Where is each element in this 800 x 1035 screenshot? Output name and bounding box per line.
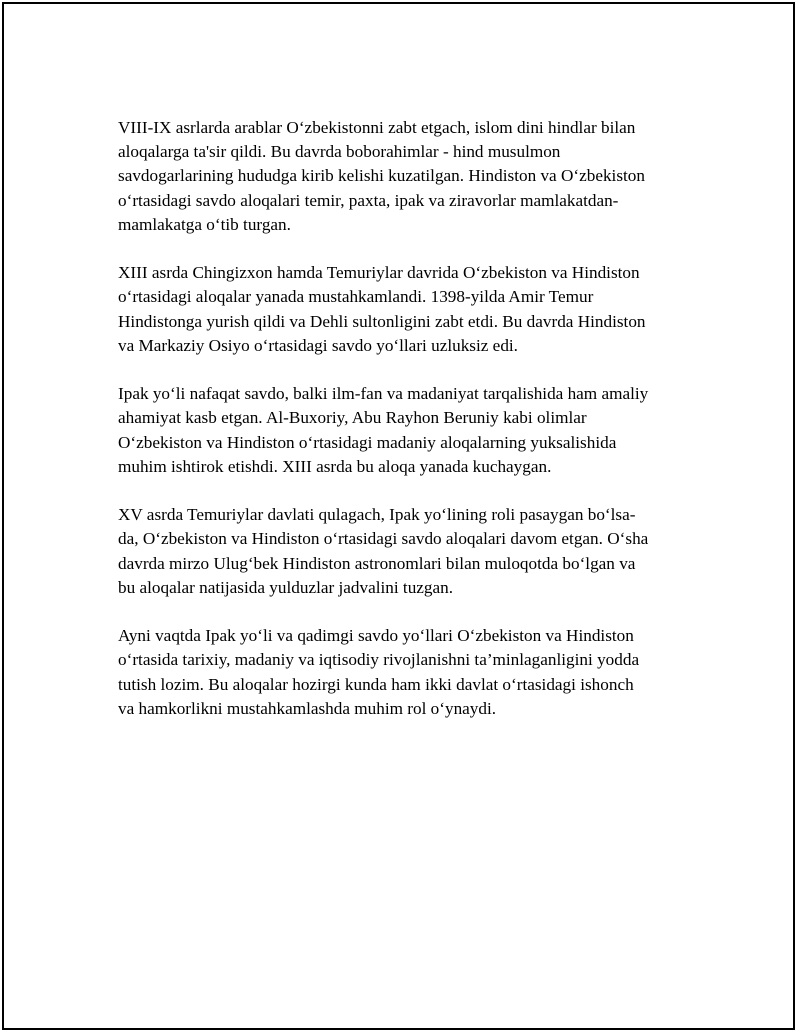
paragraph-5: [118, 624, 698, 721]
paragraph-line: va Markaziy Osiyo o‘rtasidagi savdo yo‘llari uzluksiz edi.: [118, 335, 518, 355]
paragraph-line: VIII-IX asrlarda arablar O‘zbekistonni zabt etgach, islom dini hindlar bilan: [118, 118, 636, 137]
paragraph-4: [118, 503, 698, 600]
paragraph-line: savdogarlarining hududga kirib kelishi kuzatilgan. Hindiston va O‘zbekiston: [118, 166, 645, 186]
paragraph-line: Ipak yo‘li nafaqat savdo, balki ilm-fan va madaniyat tarqalishida ham amaliy: [118, 384, 649, 404]
paragraph-3: [118, 382, 698, 479]
paragraph-line: Ayni vaqtda Ipak yo‘li va qadimgi savdo yo‘llari O‘zbekiston va Hindiston: [118, 626, 634, 646]
paragraph-line: o‘rtasidagi aloqalar yanada mustahkamlandi. 1398-yilda Amir Temur: [118, 287, 594, 307]
paragraph-line: mamlakatga o‘tib turgan.: [118, 214, 291, 234]
paragraph-line: XV asrda Temuriylar davlati qulagach, Ipak yo‘lining roli pasaygan bo‘lsa-: [118, 505, 636, 525]
paragraph-line: da, O‘zbekiston va Hindiston o‘rtasidagi savdo aloqalari davom etgan. O‘sha: [118, 529, 649, 549]
paragraph-line: va hamkorlikni mustahkamlashda muhim rol o‘ynaydi.: [118, 698, 497, 718]
paragraph-line: Hindistonga yurish qildi va Dehli sultonligini zabt etdi. Bu davrda Hindiston: [118, 311, 646, 331]
paragraph-line: davrda mirzo Ulug‘bek Hindiston astronomlari bilan muloqotda bo‘lgan va: [118, 553, 636, 573]
paragraph-line: bu aloqalar natijasida yulduzlar jadvalini tuzgan.: [118, 577, 454, 597]
paragraph-line: tutish lozim. Bu aloqalar hozirgi kunda ham ikki davlat o‘rtasidagi ishonch: [118, 674, 634, 694]
paragraph-line: o‘rtasidagi savdo aloqalari temir, paxta, ipak va ziravorlar mamlakatdan-: [118, 190, 619, 210]
paragraph-line: muhim ishtirok etishdi. XIII asrda bu aloqa yanada kuchaygan.: [118, 456, 552, 476]
paragraph-line: o‘rtasida tarixiy, madaniy va iqtisodiy rivojlanishni ta’minlaganligini yodda: [118, 650, 640, 670]
document-body: [118, 116, 698, 745]
paragraph-2: [118, 261, 698, 358]
paragraph-line: XIII asrda Chingizxon hamda Temuriylar davrida O‘zbekiston va Hindiston: [118, 263, 640, 283]
paragraph-line: O‘zbekiston va Hindiston o‘rtasidagi madaniy aloqalarning yuksalishida: [118, 432, 617, 452]
paragraph-1: [118, 116, 698, 237]
paragraph-line: ahamiyat kasb etgan. Al-Buxoriy, Abu Rayhon Beruniy kabi olimlar: [118, 408, 587, 428]
paragraph-line: aloqalarga ta'sir qildi. Bu davrda boborahimlar - hind musulmon: [118, 142, 561, 162]
